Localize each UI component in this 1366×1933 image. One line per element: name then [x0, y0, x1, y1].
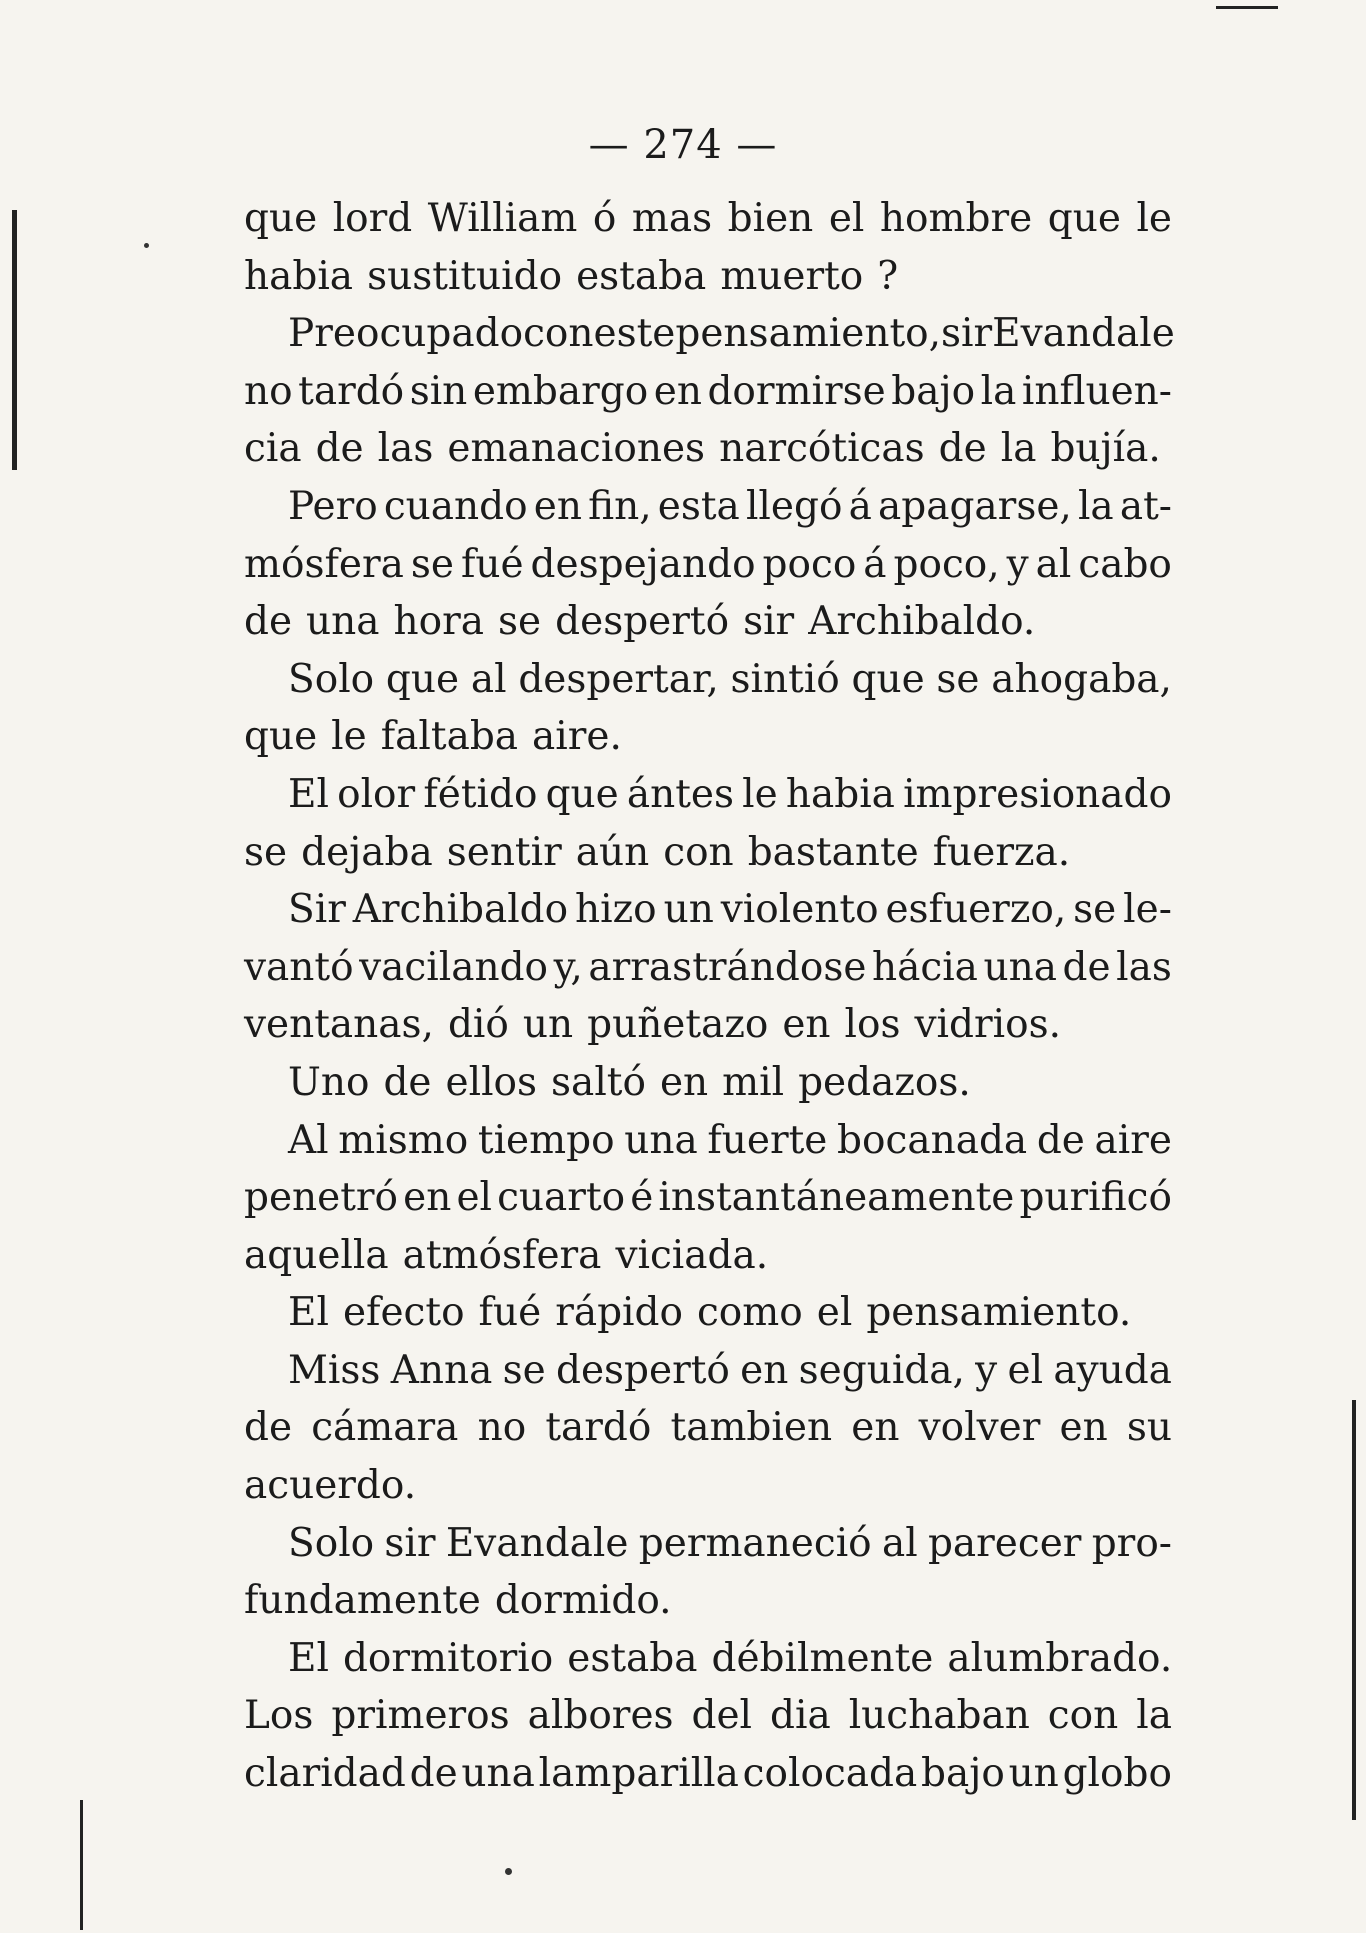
text-line: cia de las emanaciones narcóticas de la bujía. — [244, 426, 1161, 472]
paragraph — [244, 1112, 1172, 1285]
text-line: Solo sir Evandale permaneció al parecer pro- — [288, 1520, 1172, 1566]
scan-mark-top-right — [1216, 6, 1278, 9]
text-line: aquella atmósfera viciada. — [244, 1232, 769, 1278]
text-line: se dejaba sentir aún con bastante fuerza. — [244, 829, 1071, 875]
text-line: no tardó sin embargo en dormirse bajo la influen- — [244, 368, 1172, 414]
text-line: Los primeros albores del dia luchaban con la — [244, 1693, 1172, 1739]
text-line: acuerdo. — [244, 1463, 417, 1509]
ink-speck — [144, 243, 149, 248]
text-line: que lord William ó mas bien el hombre que le — [244, 196, 1172, 241]
paragraph — [244, 478, 1172, 651]
scan-mark-left-lower — [80, 1800, 83, 1930]
scan-mark-left — [12, 210, 17, 470]
text-line: Pero cuando en fin, esta llegó á apagarse, la at- — [288, 483, 1172, 529]
text-line: Preocupado con este pensamiento, sir Evandale — [288, 311, 1175, 357]
page-header: — 274 — — [588, 122, 778, 168]
paragraph — [244, 766, 1172, 881]
paragraph — [244, 190, 1172, 305]
paragraph — [244, 1515, 1172, 1630]
text-line: Sir Archibaldo hizo un violento esfuerzo, se le- — [288, 887, 1172, 933]
paragraph — [244, 1630, 1172, 1688]
text-line: Miss Anna se despertó en seguida, y el ayuda — [288, 1347, 1172, 1393]
scan-mark-right — [1352, 1400, 1356, 1820]
paragraph — [244, 1687, 1172, 1802]
paragraph — [244, 1342, 1172, 1515]
paragraph — [244, 305, 1175, 478]
text-line: de una hora se despertó sir Archibaldo. — [244, 599, 1036, 645]
paragraph — [244, 1284, 1172, 1342]
text-line: El olor fétido que ántes le habia impresionado — [288, 771, 1172, 817]
text-line: vantó vacilando y, arrastrándose hácia una de las — [244, 944, 1172, 990]
text-line: que le faltaba aire. — [244, 714, 622, 760]
text-line: Al mismo tiempo una fuerte bocanada de aire — [288, 1117, 1172, 1163]
text-line: ventanas, dió un puñetazo en los vidrios. — [244, 1002, 1061, 1048]
body-text — [244, 190, 1175, 1803]
text-line: Uno de ellos saltó en mil pedazos. — [288, 1059, 971, 1105]
text-line: fundamente dormido. — [244, 1578, 672, 1624]
text-line: mósfera se fué despejando poco á poco, y al cabo — [244, 541, 1172, 587]
paragraph — [244, 651, 1172, 766]
text-line: de cámara no tardó tambien en volver en su — [244, 1405, 1172, 1451]
text-line: El efecto fué rápido como el pensamiento. — [288, 1290, 1132, 1336]
text-line: Solo que al despertar, sintió que se ahogaba, — [288, 656, 1172, 702]
paragraph — [244, 881, 1172, 1054]
text-line: claridad de una lamparilla colocada bajo un globo — [244, 1751, 1172, 1797]
text-line: habia sustituido estaba muerto ? — [244, 253, 899, 299]
paragraph — [244, 1054, 1172, 1112]
ink-speck — [505, 1868, 512, 1875]
text-line: El dormitorio estaba débilmente alumbrado. — [288, 1635, 1173, 1681]
text-line: penetró en el cuarto é instantáneamente purificó — [244, 1175, 1172, 1221]
